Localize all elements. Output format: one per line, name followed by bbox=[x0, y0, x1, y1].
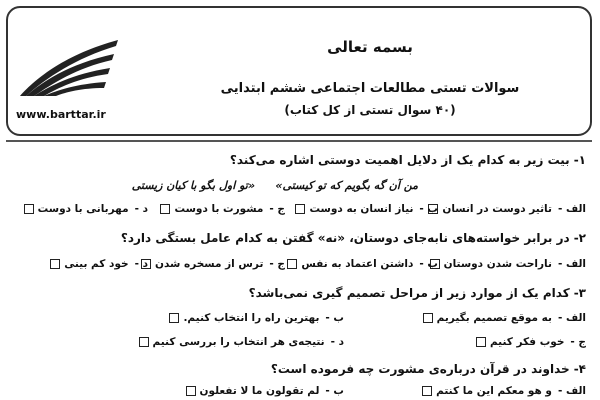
option-text: خوب فکر کنیم bbox=[489, 336, 565, 348]
checkbox[interactable] bbox=[422, 386, 432, 396]
option-d[interactable] bbox=[24, 203, 148, 215]
option-letter: ج - bbox=[269, 203, 285, 215]
question-4 bbox=[271, 362, 586, 376]
option-b[interactable] bbox=[186, 385, 344, 397]
question-3 bbox=[249, 286, 586, 300]
option-letter: ج - bbox=[570, 336, 586, 348]
option-text: مشورت با دوست bbox=[174, 203, 264, 215]
checkbox[interactable] bbox=[476, 337, 486, 347]
question-number: ۴- bbox=[573, 362, 586, 376]
option-letter: ب - bbox=[419, 203, 438, 215]
option-b[interactable] bbox=[169, 312, 344, 324]
question-text: کدام یک از موارد زیر از مراحل تصمیم گیری نمی‌باشد؟ bbox=[248, 286, 570, 300]
option-text: نیاز انسان به دوست bbox=[309, 203, 414, 215]
barttar-logo-icon bbox=[16, 34, 120, 98]
option-letter: ج - bbox=[269, 258, 285, 270]
question-number: ۱- bbox=[573, 153, 586, 167]
option-letter: الف - bbox=[557, 258, 586, 270]
option-a[interactable] bbox=[422, 385, 586, 397]
option-d[interactable] bbox=[139, 336, 344, 348]
option-a[interactable] bbox=[428, 203, 586, 215]
option-text: و هو معکم این ما کنتم bbox=[436, 385, 552, 397]
bismillah-heading: بسمه تعالی bbox=[327, 38, 413, 56]
question-1 bbox=[230, 153, 586, 167]
page-subtitle: (۴۰ سوال تستی از کل کتاب) bbox=[284, 103, 456, 117]
option-b[interactable] bbox=[295, 203, 438, 215]
option-text: لم تقولون ما لا تفعلون bbox=[199, 385, 320, 397]
question-number: ۲- bbox=[573, 231, 586, 245]
option-letter: ب - bbox=[419, 258, 438, 270]
checkbox[interactable] bbox=[139, 337, 149, 347]
option-text: ناراحت شدن دوستان bbox=[443, 258, 552, 270]
option-text: مهربانی با دوست bbox=[37, 203, 129, 215]
option-letter: الف - bbox=[557, 203, 586, 215]
checkbox[interactable] bbox=[287, 259, 297, 269]
option-a[interactable] bbox=[430, 258, 586, 270]
option-letter: الف - bbox=[557, 385, 586, 397]
checkbox[interactable] bbox=[295, 204, 305, 214]
checkbox[interactable] bbox=[160, 204, 170, 214]
option-a[interactable] bbox=[423, 312, 586, 324]
question-text: خداوند در قرآن درباره‌ی مشورت چه فرموده است؟ bbox=[270, 362, 570, 376]
option-text: تاثیر دوست در انسان bbox=[442, 203, 552, 215]
verse-line-2: من آن گه بگویم که تو کیستی» bbox=[275, 179, 418, 192]
option-letter: د - bbox=[134, 258, 148, 270]
option-text: ترس از مسخره شدن bbox=[154, 258, 264, 270]
option-text: بهترین راه را انتخاب کنیم. bbox=[183, 312, 320, 324]
header-divider bbox=[6, 140, 592, 142]
option-text: خود کم بینی bbox=[64, 258, 129, 270]
option-c[interactable] bbox=[476, 336, 586, 348]
checkbox[interactable] bbox=[186, 386, 196, 396]
option-text: داشتن اعتماد به نفس bbox=[301, 258, 414, 270]
option-c[interactable] bbox=[160, 203, 285, 215]
option-d[interactable] bbox=[50, 258, 148, 270]
verse-line-1: «تو اول بگو با کیان زیستی bbox=[131, 179, 255, 192]
site-url: www.barttar.ir bbox=[16, 108, 106, 121]
checkbox[interactable] bbox=[50, 259, 60, 269]
page-title: سوالات تستی مطالعات اجتماعی ششم ابتدایی bbox=[220, 81, 520, 96]
checkbox[interactable] bbox=[24, 204, 34, 214]
option-text: به موقع تصمیم بگیریم bbox=[436, 312, 552, 324]
checkbox[interactable] bbox=[169, 313, 179, 323]
option-b[interactable] bbox=[287, 258, 438, 270]
question-text: در برابر خواسته‌های نابه‌جای دوستان، «نه» گفتن به کدام عامل بستگی دارد؟ bbox=[120, 231, 570, 245]
option-c[interactable] bbox=[141, 258, 285, 270]
question-number: ۳- bbox=[573, 286, 586, 300]
question-text: بیت زیر به کدام یک از دلایل اهمیت دوستی اشاره می‌کند؟ bbox=[229, 153, 570, 167]
option-letter: د - bbox=[330, 336, 344, 348]
option-letter: ب - bbox=[325, 385, 344, 397]
option-text: نتیجه‌ی هر انتخاب را بررسی کنیم bbox=[152, 336, 325, 348]
option-letter: الف - bbox=[557, 312, 586, 324]
option-letter: ب - bbox=[325, 312, 344, 324]
question-2 bbox=[121, 231, 586, 245]
checkbox[interactable] bbox=[423, 313, 433, 323]
option-letter: د - bbox=[134, 203, 148, 215]
